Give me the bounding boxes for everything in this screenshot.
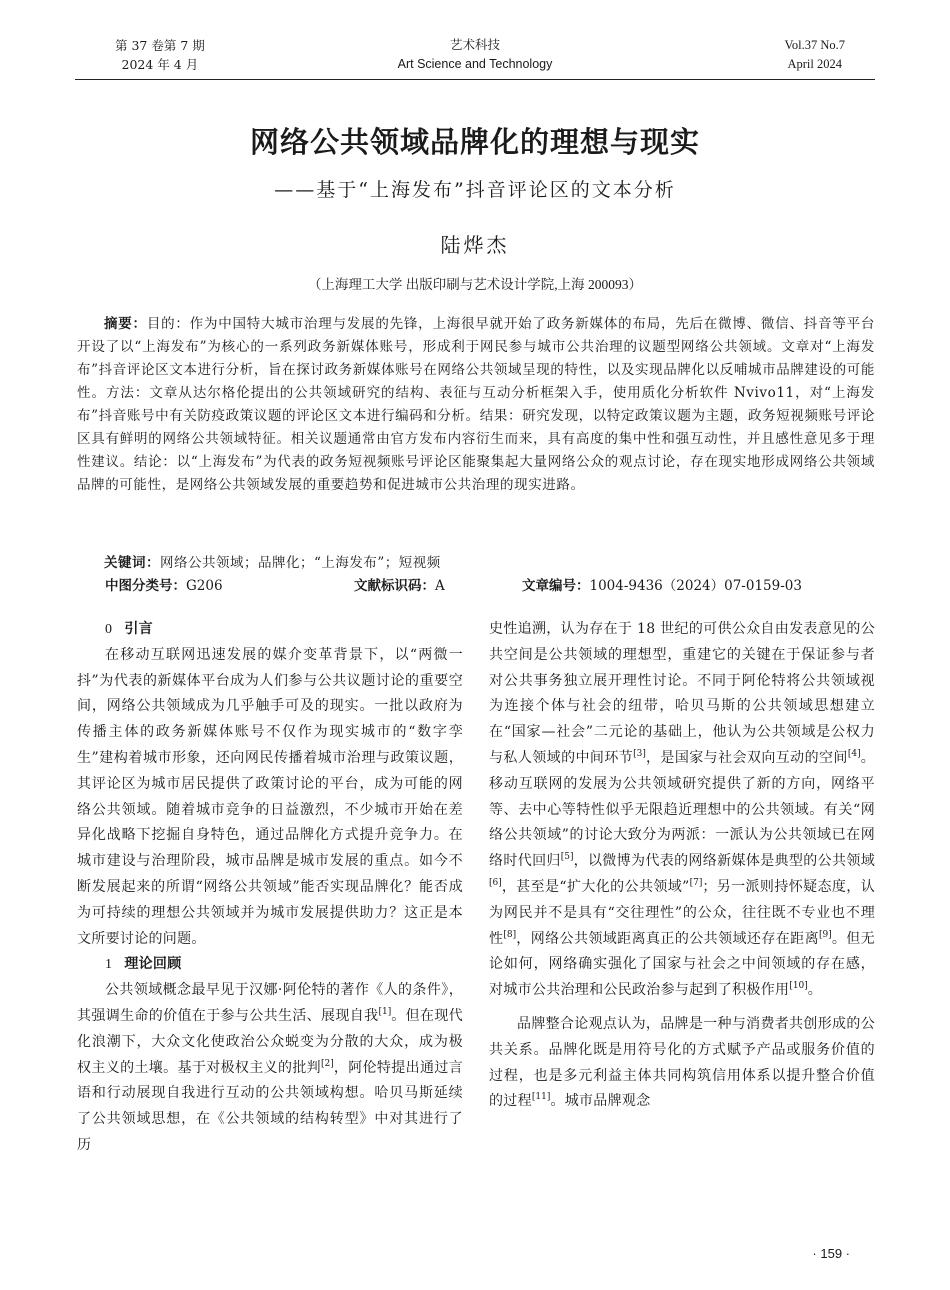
text-run: ，是国家与社会双向互动的空间 — [645, 749, 848, 766]
citation: [11] — [531, 1092, 551, 1103]
abstract-label: 摘要： — [104, 316, 147, 332]
paper-author: 陆烨杰 — [440, 233, 510, 257]
keywords-text: 网络公共领域；品牌化；“上海发布”；短视频 — [160, 555, 441, 571]
clc-label: 中图分类号： — [105, 578, 186, 594]
citation: [5] — [560, 852, 574, 863]
text-run: 。城市品牌观念 — [550, 1093, 651, 1110]
page-number: · 159 · — [812, 1246, 850, 1261]
text-run: 。移动互联网的发展为公共领域研究提供了新的方向，网络平等、去中心等特性似乎无限趋近理想中的公共领域。有关“网络公共领域”的讨论大致分为两派：一派认为公共领域已在网络时代回归 — [489, 749, 875, 870]
paper-title: 网络公共领域品牌化的理想与现实 — [249, 125, 700, 159]
header-volume-en: Vol.37 No.7 — [784, 38, 845, 52]
body-column-left — [77, 617, 463, 1159]
text-run: ；另一派则持怀疑态度，认为网民并不是具有“交往理性”的公众，往往既不专业也不理性 — [489, 878, 875, 947]
section-heading-introduction — [77, 617, 463, 643]
header-date-en: April 2024 — [787, 57, 842, 71]
header-journal-cn: 艺术科技 — [449, 38, 500, 52]
header-volume: 第 37 卷第 7 期 — [115, 38, 205, 53]
citation: [10] — [789, 981, 808, 992]
text-run: 史性追溯，认为存在于 18 世纪的可供公众自由发表意见的公共空间是公共领域的理想型，重建它的关键在于保证参与者对公共事务独立展开理性讨论。不同于阿伦特将公共领域视为连接个体与社会的纽带，哈贝马斯的公共领域思想建立在“国家—社会”二元论的基础上，他认为公共领域是公权力与私人领域的中间环节 — [489, 621, 875, 766]
citation: [9] — [818, 929, 832, 940]
abstract-text: 目的：作为中国特大城市治理与发展的先锋，上海很早就开始了政务新媒体的布局，先后在微博、微信、抖音等平台开设了以“上海发布”为核心的一系列政务新媒体账号，形成利于网民参与城市公共治理的议题型网络公共领域。文章对“上海发布”抖音评论区文本进行分析，旨在探讨政务新媒体账号在网络公共领域呈现的特性，以及实现品牌化以反哺城市品牌建设的可能性。方法：文章从达尔格伦提出的公共领域研究的结构、表征与互动分析框架入手，使用质化分析软件 Nvivo11，对“上海发布”抖音账号中有关防疫政策议题的评论区文本进行编码和分析。结果：研究发现，以特定政策议题为主题，政务短视频账号评论区具有鲜明的网络公共领域特征。相关议题通常由官方发布内容衍生而来，具有高度的集中性和强互动性，并且感性意见多于理性建议。结论：以“上海发布”为代表的政务短视频账号评论区能聚集起大量网络公众的观点讨论，存在现实地形成网络公共领域品牌的可能性，是网络公共领域发展的重要趋势和促进城市公共治理的现实进路。 — [77, 316, 875, 493]
citation: [1] — [378, 1006, 392, 1017]
text-run: 品牌整合论观点认为，品牌是一种与消费者共创形成的公共关系。品牌化既是用符号化的方式赋予产品或服务价值的过程，也是多元利益主体共同构筑信用体系以提升整合价值的过程 — [489, 1015, 875, 1110]
abstract — [77, 313, 875, 497]
text-run: 。 — [807, 982, 823, 999]
text-run: ，甚至是“扩大化的公共领域” — [501, 878, 690, 895]
header-journal — [75, 36, 875, 74]
section-title: 引言 — [124, 621, 153, 637]
paragraph — [489, 1012, 875, 1115]
clc-number — [105, 575, 223, 597]
citation: [2] — [321, 1058, 334, 1069]
citation: [8] — [503, 929, 517, 940]
text-run: 。但无论如何，网络确实强化了国家与社会之中间领域的存在感，对城市公共治理和公民政治参与起到了积极作用 — [489, 930, 875, 999]
text-run: 。但在现代化浪潮下，大众文化使政治公众蜕变为分散的大众，成为极权主义的土壤。基于对极权主义的批判 — [77, 1007, 463, 1076]
article-number-label: 文章编号： — [522, 578, 590, 594]
citation: [3] — [633, 748, 646, 759]
paragraph — [489, 617, 875, 1004]
header-rule — [75, 79, 875, 80]
section-number: 1 — [105, 957, 113, 973]
citation: [4] — [847, 748, 861, 759]
document-code-label: 文献标识码： — [354, 578, 435, 594]
section-heading-theory — [77, 952, 463, 978]
keywords — [77, 552, 875, 574]
text-run: 公共领域概念最早见于汉娜·阿伦特的著作《人的条件》，其强调生命的价值在于参与公共生活、展现自我 — [77, 982, 463, 1024]
running-header — [75, 36, 875, 80]
keywords-label: 关键词： — [104, 555, 160, 571]
citation: [7] — [689, 877, 703, 888]
section-title: 理论回顾 — [124, 956, 182, 973]
header-date: 2024 年 4 月 — [121, 57, 199, 72]
text-run: ，网络公共领域距离真正的公共领域还存在距离 — [516, 930, 819, 947]
paragraph: 在移动互联网迅速发展的媒介变革背景下，以“两微一抖”为代表的新媒体平台成为人们参与公共议题讨论的重要空间，网络公共领域成为几乎触手可及的现实。一批以政府为传播主体的政务新媒体账号不仅作为现实城市的“数字孪生”建构着城市形象，还向网民传播着城市治理与政策议题，其评论区为城市居民提供了政策讨论的平台，成为可能的网络公共领域。随着城市竞争的日益激烈，不少城市开始在差异化战略下挖掘自身特色，通过品牌化方式提升竞争力。在城市建设与治理阶段，城市品牌是城市发展的重点。如今不断发展起来的所谓“网络公共领域”能否实现品牌化？能否成为可持续的理想公共领域并为城市发展提供助力？这正是本文所要讨论的问题。 — [77, 646, 463, 947]
paper-subtitle: ——基于“上海发布”抖音评论区的文本分析 — [274, 179, 676, 201]
document-code — [354, 575, 445, 597]
document-code-value: A — [435, 578, 445, 594]
text-run: ，以微博为代表的网络新媒体是典型的公共领域 — [573, 853, 875, 870]
paragraph — [77, 978, 463, 1159]
section-number: 0 — [105, 622, 113, 637]
text-run: ，阿伦特提出通过言语和行动展现自我进行互动的公共领域构想。哈贝马斯延续了公共领域思想，在《公共领域的结构转型》中对其进行了历 — [77, 1059, 463, 1153]
header-issue-en — [784, 36, 845, 74]
citation: [6] — [489, 877, 502, 888]
article-number-value: 1004-9436（2024）07-0159-03 — [589, 578, 802, 594]
article-number — [522, 575, 802, 597]
clc-value: G206 — [186, 578, 223, 594]
header-journal-en: Art Science and Technology — [397, 57, 553, 71]
author-affiliation: （上海理工大学 出版印刷与艺术设计学院,上海 200093） — [307, 277, 643, 292]
body-column-right — [489, 617, 875, 1115]
